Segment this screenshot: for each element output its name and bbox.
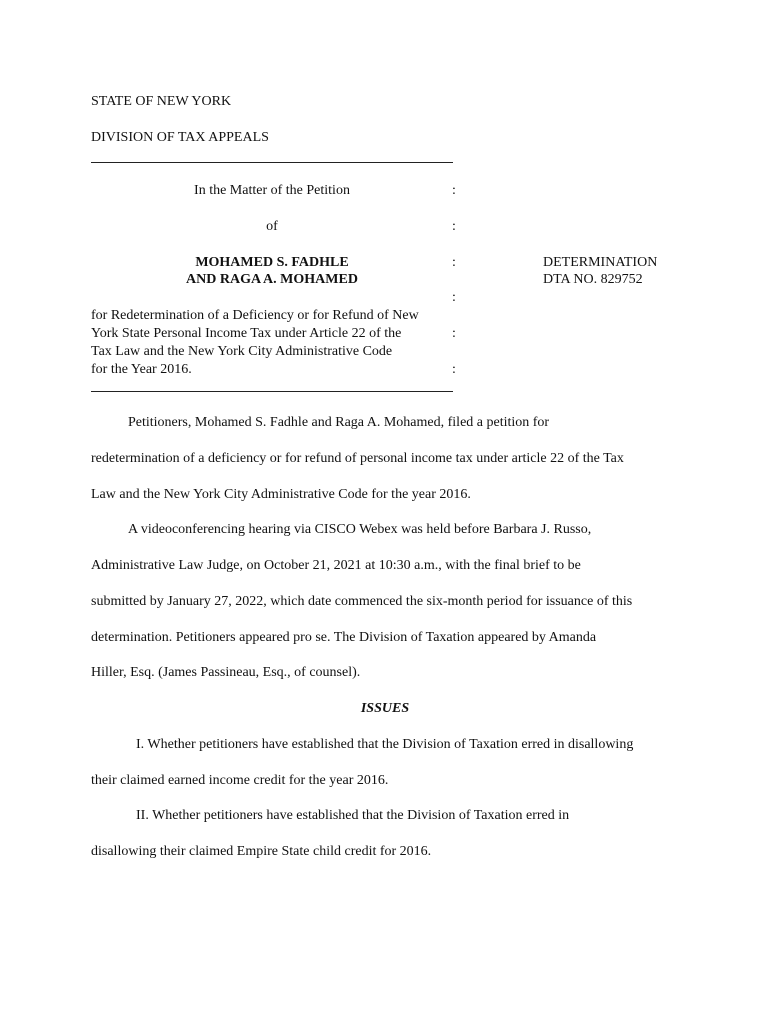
caption-colon: : [452, 219, 456, 234]
dta-number: DTA NO. 829752 [543, 272, 643, 287]
caption-description-line: Tax Law and the New York City Administrative Code [91, 344, 393, 359]
division-heading: DIVISION OF TAX APPEALS [91, 130, 269, 145]
paragraph-line: Petitioners, Mohamed S. Fadhle and Raga A. Mohamed, filed a petition for [128, 415, 550, 430]
state-heading: STATE OF NEW YORK [91, 94, 232, 109]
caption-colon: : [452, 362, 456, 377]
caption-colon: : [452, 255, 456, 270]
caption-description-line: for the Year 2016. [91, 362, 192, 377]
paragraph-line: redetermination of a deficiency or for refund of personal income tax under article 22 of the Tax [91, 451, 624, 466]
caption-colon: : [452, 183, 456, 198]
issue-line: disallowing their claimed Empire State child credit for 2016. [91, 844, 432, 859]
paragraph-line: Administrative Law Judge, on October 21, 2021 at 10:30 a.m., with the final brief to be [91, 558, 581, 573]
paragraph-line: A videoconferencing hearing via CISCO Webex was held before Barbara J. Russo, [128, 522, 592, 537]
paragraph-line: submitted by January 27, 2022, which date commenced the six-month period for issuance of this [91, 594, 633, 609]
petitioner-name-1: MOHAMED S. FADHLE [195, 255, 349, 270]
caption-top-rule [91, 162, 453, 163]
paragraph-line: determination. Petitioners appeared pro se. The Division of Taxation appeared by Amanda [91, 630, 597, 645]
determination-label: DETERMINATION [543, 255, 658, 270]
paragraph-line: Law and the New York City Administrative Code for the year 2016. [91, 487, 471, 502]
caption-description-line: York State Personal Income Tax under Article 22 of the [91, 326, 402, 341]
petitioner-name-2: AND RAGA A. MOHAMED [186, 272, 358, 287]
issue-line: I. Whether petitioners have established that the Division of Taxation erred in disallowing [136, 737, 634, 752]
of-line: of [266, 219, 278, 234]
caption-description-line: for Redetermination of a Deficiency or for Refund of New [91, 308, 419, 323]
issue-line: their claimed earned income credit for the year 2016. [91, 773, 389, 788]
paragraph-line: Hiller, Esq. (James Passineau, Esq., of counsel). [91, 665, 361, 680]
issues-heading: ISSUES [360, 701, 410, 716]
caption-colon: : [452, 326, 456, 341]
issue-line: II. Whether petitioners have established that the Division of Taxation erred in [136, 808, 570, 823]
caption-colon: : [452, 290, 456, 305]
matter-line: In the Matter of the Petition [194, 183, 350, 198]
caption-bottom-rule [91, 391, 453, 392]
